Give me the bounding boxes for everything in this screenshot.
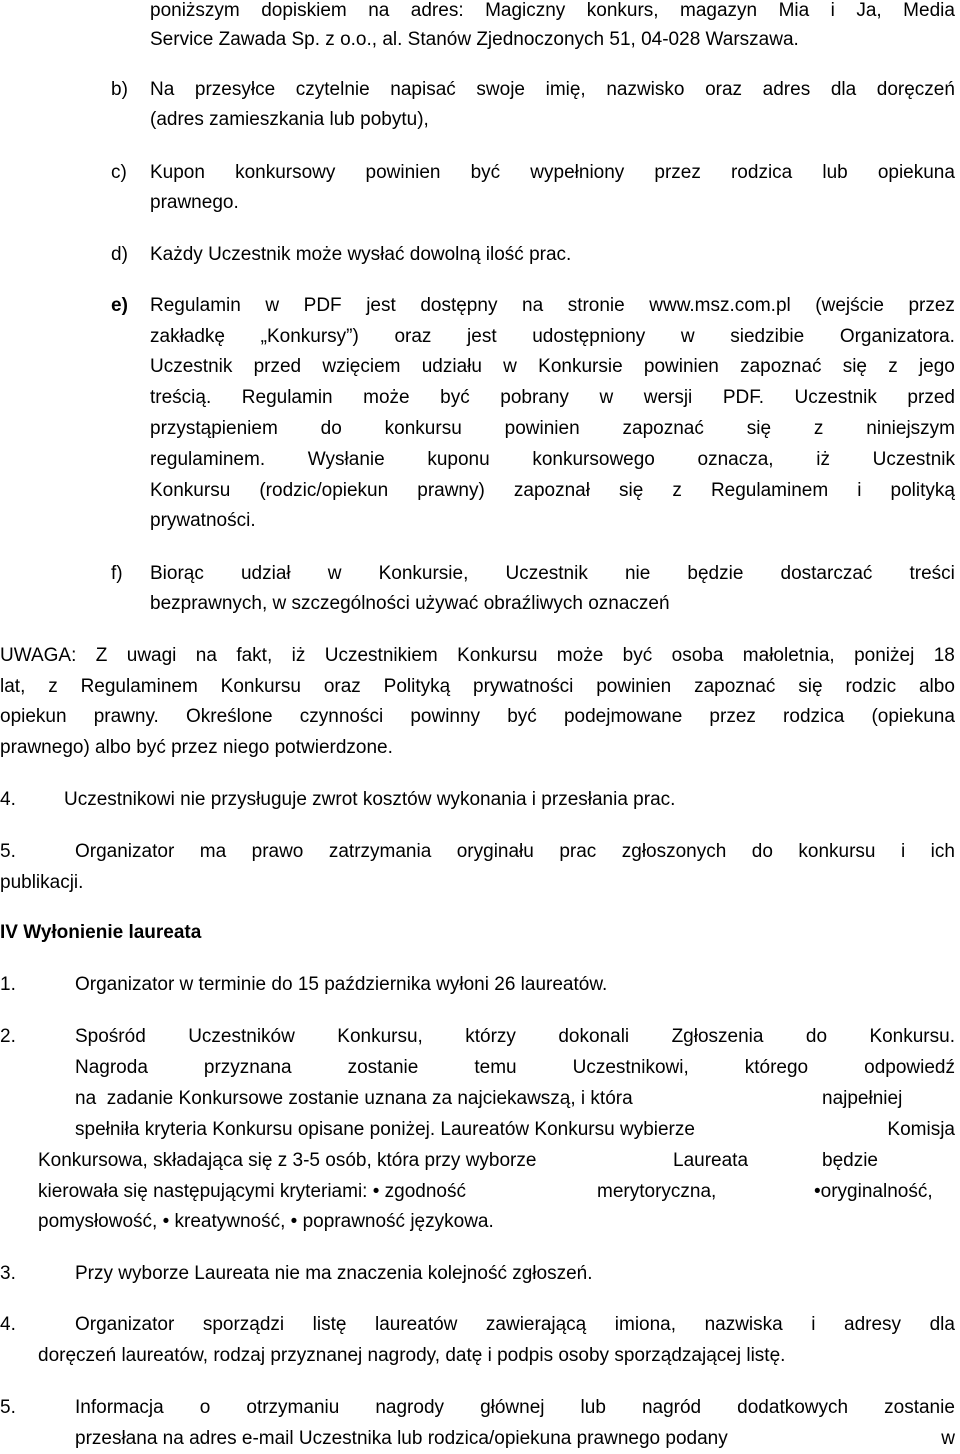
word: prawny. <box>93 706 159 727</box>
rule-2-line-3b: najpełniej <box>822 1088 903 1109</box>
word: prywatności <box>473 676 574 697</box>
word: być <box>507 706 537 727</box>
word: przyznana <box>203 1057 292 1078</box>
word: którego <box>744 1057 809 1078</box>
word: Uczestnikiem <box>324 645 438 666</box>
word: Komisja <box>887 1119 955 1140</box>
word: na <box>522 295 544 316</box>
word: zostanie <box>884 1397 955 1418</box>
word: „Konkursy”) <box>260 326 359 347</box>
item-e-line-8: prywatności. <box>150 510 256 531</box>
word: dodatkowych <box>737 1397 849 1418</box>
word: się <box>746 418 772 439</box>
word: wzięciem <box>322 356 401 377</box>
word: opiekun <box>0 706 67 727</box>
word: czytelnie <box>295 79 370 100</box>
word: się <box>842 356 867 377</box>
word: podejmowane <box>563 706 683 727</box>
rule-4-number: 4. <box>0 1314 16 1335</box>
word: przesłana na adres e-mail Uczestnika lub rodzica/opiekuna prawnego podany <box>75 1428 728 1449</box>
rule-2-number: 2. <box>0 1026 16 1047</box>
item-b-line-1 <box>150 80 955 99</box>
word: o <box>199 1397 211 1418</box>
word: Organizatora. <box>839 326 955 347</box>
word: ich <box>930 841 955 862</box>
word: zatrzymania <box>328 841 432 862</box>
word: adres: <box>410 0 464 21</box>
word: i <box>811 1314 816 1335</box>
word: dla <box>830 79 857 100</box>
word: się <box>619 480 644 501</box>
word: UWAGA: <box>0 645 77 666</box>
word: przez <box>908 295 955 316</box>
word: z <box>48 676 58 697</box>
word: Uczestnik <box>150 356 233 377</box>
rule-2-line-6a: kierowała się następującymi kryteriami: • zgodność <box>38 1181 466 1202</box>
list-marker-c: c) <box>111 162 127 183</box>
word: może <box>556 645 604 666</box>
word: osoba <box>671 645 724 666</box>
word: dokonali <box>558 1026 630 1047</box>
word: przez <box>654 162 701 183</box>
word: konkursowego <box>532 449 655 470</box>
word: rodzic <box>845 676 897 697</box>
word: oraz <box>705 79 743 100</box>
word: www.msz.com.pl <box>649 295 791 316</box>
word: w <box>599 387 614 408</box>
word: oznacza, <box>697 449 774 470</box>
item-e-line-3 <box>150 357 955 376</box>
word: iż <box>816 449 830 470</box>
item-e-line-5 <box>150 419 955 438</box>
rule-4-line-1 <box>75 1315 955 1334</box>
word: powinien <box>365 162 441 183</box>
word: otrzymaniu <box>246 1397 340 1418</box>
word: prawny) <box>417 480 485 501</box>
rule-5-number: 5. <box>0 1397 16 1418</box>
word: poniżej <box>854 645 915 666</box>
word: dostarczać <box>780 563 873 584</box>
rule-2-line-5c: będzie <box>822 1150 878 1171</box>
word: przesyłce <box>194 79 276 100</box>
word: Na <box>150 79 175 100</box>
word: i <box>830 0 835 21</box>
word: pobrany <box>500 387 569 408</box>
item-e-line-4 <box>150 388 955 407</box>
notice-line-4: prawnego) albo być przez niego potwierdzone. <box>0 737 393 758</box>
word: zapoznać <box>622 418 704 439</box>
rule-4-line-2: doręczeń laureatów, rodzaj przyznanej nagrody, datę i podpis osoby sporządzającej listę. <box>38 1345 786 1366</box>
clause-5-number: 5. <box>0 841 16 862</box>
word: nagród <box>641 1397 702 1418</box>
word: laureatów <box>375 1314 458 1335</box>
word: oryginału <box>456 841 534 862</box>
word: Uczestnik <box>505 563 588 584</box>
word: nie <box>624 563 651 584</box>
word: dopiskiem <box>261 0 347 21</box>
word: imię, <box>545 79 586 100</box>
word: prawo <box>251 841 304 862</box>
word: lub <box>580 1397 606 1418</box>
rule-2-line-6b: merytoryczna, <box>597 1181 717 1202</box>
word: Polityką <box>383 676 451 697</box>
rule-2-line-1 <box>75 1027 955 1046</box>
word: siedzibie <box>730 326 805 347</box>
word: zakładkę <box>150 326 225 347</box>
word: w <box>503 356 517 377</box>
item-f-line-1 <box>150 564 955 583</box>
word: z <box>813 418 824 439</box>
rule-5-line-1 <box>75 1398 955 1417</box>
word: Regulamin <box>241 387 333 408</box>
item-e-line-2 <box>150 327 955 346</box>
word: (opiekuna <box>871 706 955 727</box>
word: Spośród <box>75 1026 146 1047</box>
word: konkursowy <box>235 162 336 183</box>
word: napisać <box>390 79 456 100</box>
word: Biorąc <box>150 563 204 584</box>
item-d-line-1: Każdy Uczestnik może wysłać dowolną ilość prac. <box>150 244 572 265</box>
word: w <box>265 295 280 316</box>
word: do <box>805 1026 828 1047</box>
word: przez <box>709 706 756 727</box>
word: ma <box>199 841 227 862</box>
word: małoletnia, <box>742 645 835 666</box>
word: przed <box>907 387 955 408</box>
word: Media <box>903 0 955 21</box>
word: PDF <box>303 295 342 316</box>
rule-2-line-6c: •oryginalność, <box>814 1181 933 1202</box>
rule-3-number: 3. <box>0 1263 16 1284</box>
word: Wysłanie <box>307 449 385 470</box>
word: czynności <box>299 706 384 727</box>
rule-2-line-3a: na zadanie Konkursowe zostanie uznana za najciekawszą, i która <box>75 1088 633 1109</box>
rule-5-line-2 <box>75 1429 955 1448</box>
word: swoje <box>476 79 525 100</box>
list-marker-d: d) <box>111 244 128 265</box>
rule-2-line-2 <box>75 1058 955 1077</box>
word: zapoznać <box>740 356 822 377</box>
rule-1-text: Organizator w terminie do 15 października wyłoni 26 laureatów. <box>75 974 608 995</box>
word: Konkursie, <box>378 563 469 584</box>
rule-2-line-5a: Konkursowa, składająca się z 3-5 osób, która przy wyborze <box>38 1150 537 1171</box>
word: Zgłoszenia <box>671 1026 764 1047</box>
notice-line-2 <box>0 677 955 696</box>
word: będzie <box>687 563 744 584</box>
word: Konkursu <box>457 645 538 666</box>
word: Informacja <box>75 1397 164 1418</box>
word: doręczeń <box>876 79 955 100</box>
word: prac <box>559 841 597 862</box>
word: Regulamin <box>150 295 241 316</box>
item-e-line-1 <box>150 296 955 315</box>
word: dostępny <box>420 295 498 316</box>
rule-2-line-5b: Laureata <box>673 1150 749 1171</box>
word: oraz <box>323 676 361 697</box>
word: Organizator <box>75 841 175 862</box>
word: dla <box>929 1314 955 1335</box>
word: powinien <box>596 676 672 697</box>
word: Uczestnikowi, <box>572 1057 689 1078</box>
word: stronie <box>567 295 625 316</box>
word: powinien <box>504 418 580 439</box>
word: i <box>900 841 906 862</box>
word: nagrody <box>375 1397 445 1418</box>
word: treści <box>909 563 955 584</box>
item-c-line-1 <box>150 163 955 182</box>
word: Konkursie <box>538 356 623 377</box>
notice-line-3 <box>0 707 955 726</box>
word: adresy <box>844 1314 902 1335</box>
word: Nagroda <box>75 1057 148 1078</box>
word: regulaminem. <box>150 449 266 470</box>
word: Ja, <box>856 0 882 21</box>
word: imiona, <box>614 1314 677 1335</box>
notice-line-1 <box>0 646 955 665</box>
word: listę <box>312 1314 347 1335</box>
item-e-line-6 <box>150 450 955 469</box>
word: przed <box>253 356 302 377</box>
item-e-line-7 <box>150 481 955 500</box>
word: konkursu <box>384 418 462 439</box>
list-marker-b: b) <box>111 79 128 100</box>
word: zostanie <box>347 1057 419 1078</box>
word: rodzica <box>783 706 845 727</box>
word: oraz <box>394 326 432 347</box>
word: którzy <box>465 1026 516 1047</box>
word: Organizator <box>75 1314 175 1335</box>
word: zawierającą <box>485 1314 587 1335</box>
word: Konkursu, <box>337 1026 423 1047</box>
word: Konkursu <box>150 480 231 501</box>
para-tail-line-1 <box>150 1 955 20</box>
word: jest <box>366 295 396 316</box>
word: lub <box>822 162 848 183</box>
word: wypełniony <box>530 162 625 183</box>
clause-5-line-2: publikacji. <box>0 872 84 893</box>
word: być <box>440 387 470 408</box>
para-tail-line-2: Service Zawada Sp. z o.o., al. Stanów Zjednoczonych 51, 04-028 Warszawa. <box>150 29 799 50</box>
word: kuponu <box>427 449 490 470</box>
word: konkurs, <box>586 0 659 21</box>
word: Uczestnik <box>872 449 955 470</box>
word: poniższym <box>150 0 240 21</box>
item-b-line-2: (adres zamieszkania lub pobytu), <box>150 109 429 130</box>
word: nazwisko <box>606 79 685 100</box>
word: Uczestnik <box>794 387 877 408</box>
word: PDF. <box>722 387 764 408</box>
word: (rodzic/opiekun <box>259 480 389 501</box>
word: do <box>751 841 773 862</box>
word: wersji <box>643 387 693 408</box>
word: do <box>320 418 342 439</box>
rule-1-number: 1. <box>0 974 16 995</box>
word: z <box>672 480 682 501</box>
word: niniejszym <box>866 418 955 439</box>
word: być <box>470 162 501 183</box>
clause-4-text: Uczestnikowi nie przysługuje zwrot kosztów wykonania i przesłania prac. <box>64 789 676 810</box>
item-c-line-2: prawnego. <box>150 192 239 213</box>
word: udostępniony <box>532 326 646 347</box>
word: rodzica <box>730 162 793 183</box>
word: Regulaminem <box>710 480 829 501</box>
word: w <box>941 1428 955 1449</box>
word: udział <box>240 563 291 584</box>
word: polityką <box>890 480 955 501</box>
word: i <box>857 480 862 501</box>
word: się <box>798 676 823 697</box>
word: nazwiska <box>704 1314 783 1335</box>
word: temu <box>474 1057 517 1078</box>
word: spełniła kryteria Konkursu opisane poniżej. Laureatów Konkursu wybierze <box>75 1119 695 1140</box>
word: Określone <box>186 706 273 727</box>
word: w <box>327 563 342 584</box>
word: przystąpieniem <box>150 418 278 439</box>
word: Mia <box>778 0 810 21</box>
word: odpowiedź <box>864 1057 955 1078</box>
word: iż <box>291 645 306 666</box>
word: sporządzi <box>202 1314 285 1335</box>
word: udziału <box>421 356 482 377</box>
word: powinny <box>410 706 481 727</box>
word: w <box>680 326 695 347</box>
word: konkursu <box>798 841 876 862</box>
clause-4-number: 4. <box>0 789 16 810</box>
word: Z <box>95 645 108 666</box>
word: może <box>363 387 410 408</box>
word: opiekuna <box>877 162 955 183</box>
word: głównej <box>480 1397 545 1418</box>
word: jego <box>918 356 955 377</box>
word: Konkursu. <box>869 1026 955 1047</box>
word: Konkursu <box>220 676 301 697</box>
word: na <box>195 645 217 666</box>
rule-2-line-4 <box>75 1120 955 1139</box>
word: zgłoszonych <box>621 841 727 862</box>
word: Regulaminem <box>80 676 198 697</box>
item-f-line-2: bezprawnych, w szczególności używać obraźliwych oznaczeń <box>150 593 670 614</box>
rule-2-line-7: pomysłowość, • kreatywność, • poprawność językowa. <box>38 1211 494 1232</box>
word: Magiczny <box>485 0 566 21</box>
word: uwagi <box>126 645 177 666</box>
word: na <box>368 0 390 21</box>
word: zapoznał <box>513 480 590 501</box>
word: być <box>622 645 653 666</box>
word: Uczestników <box>188 1026 295 1047</box>
word: powinien <box>643 356 719 377</box>
word: jest <box>467 326 497 347</box>
list-marker-e: e) <box>111 295 128 316</box>
word: Kupon <box>150 162 205 183</box>
clause-5-line-1 <box>75 842 955 861</box>
word: 18 <box>933 645 955 666</box>
rule-3-text: Przy wyborze Laureata nie ma znaczenia kolejność zgłoszeń. <box>75 1263 593 1284</box>
word: magazyn <box>680 0 758 21</box>
word: lat, <box>0 676 26 697</box>
list-marker-f: f) <box>111 563 123 584</box>
word: adres <box>762 79 811 100</box>
word: fakt, <box>236 645 273 666</box>
word: (wejście <box>815 295 884 316</box>
word: zapoznać <box>694 676 776 697</box>
word: albo <box>918 676 955 697</box>
section-heading: IV Wyłonienie laureata <box>0 922 202 943</box>
word: z <box>888 356 898 377</box>
word: treścią. <box>150 387 212 408</box>
